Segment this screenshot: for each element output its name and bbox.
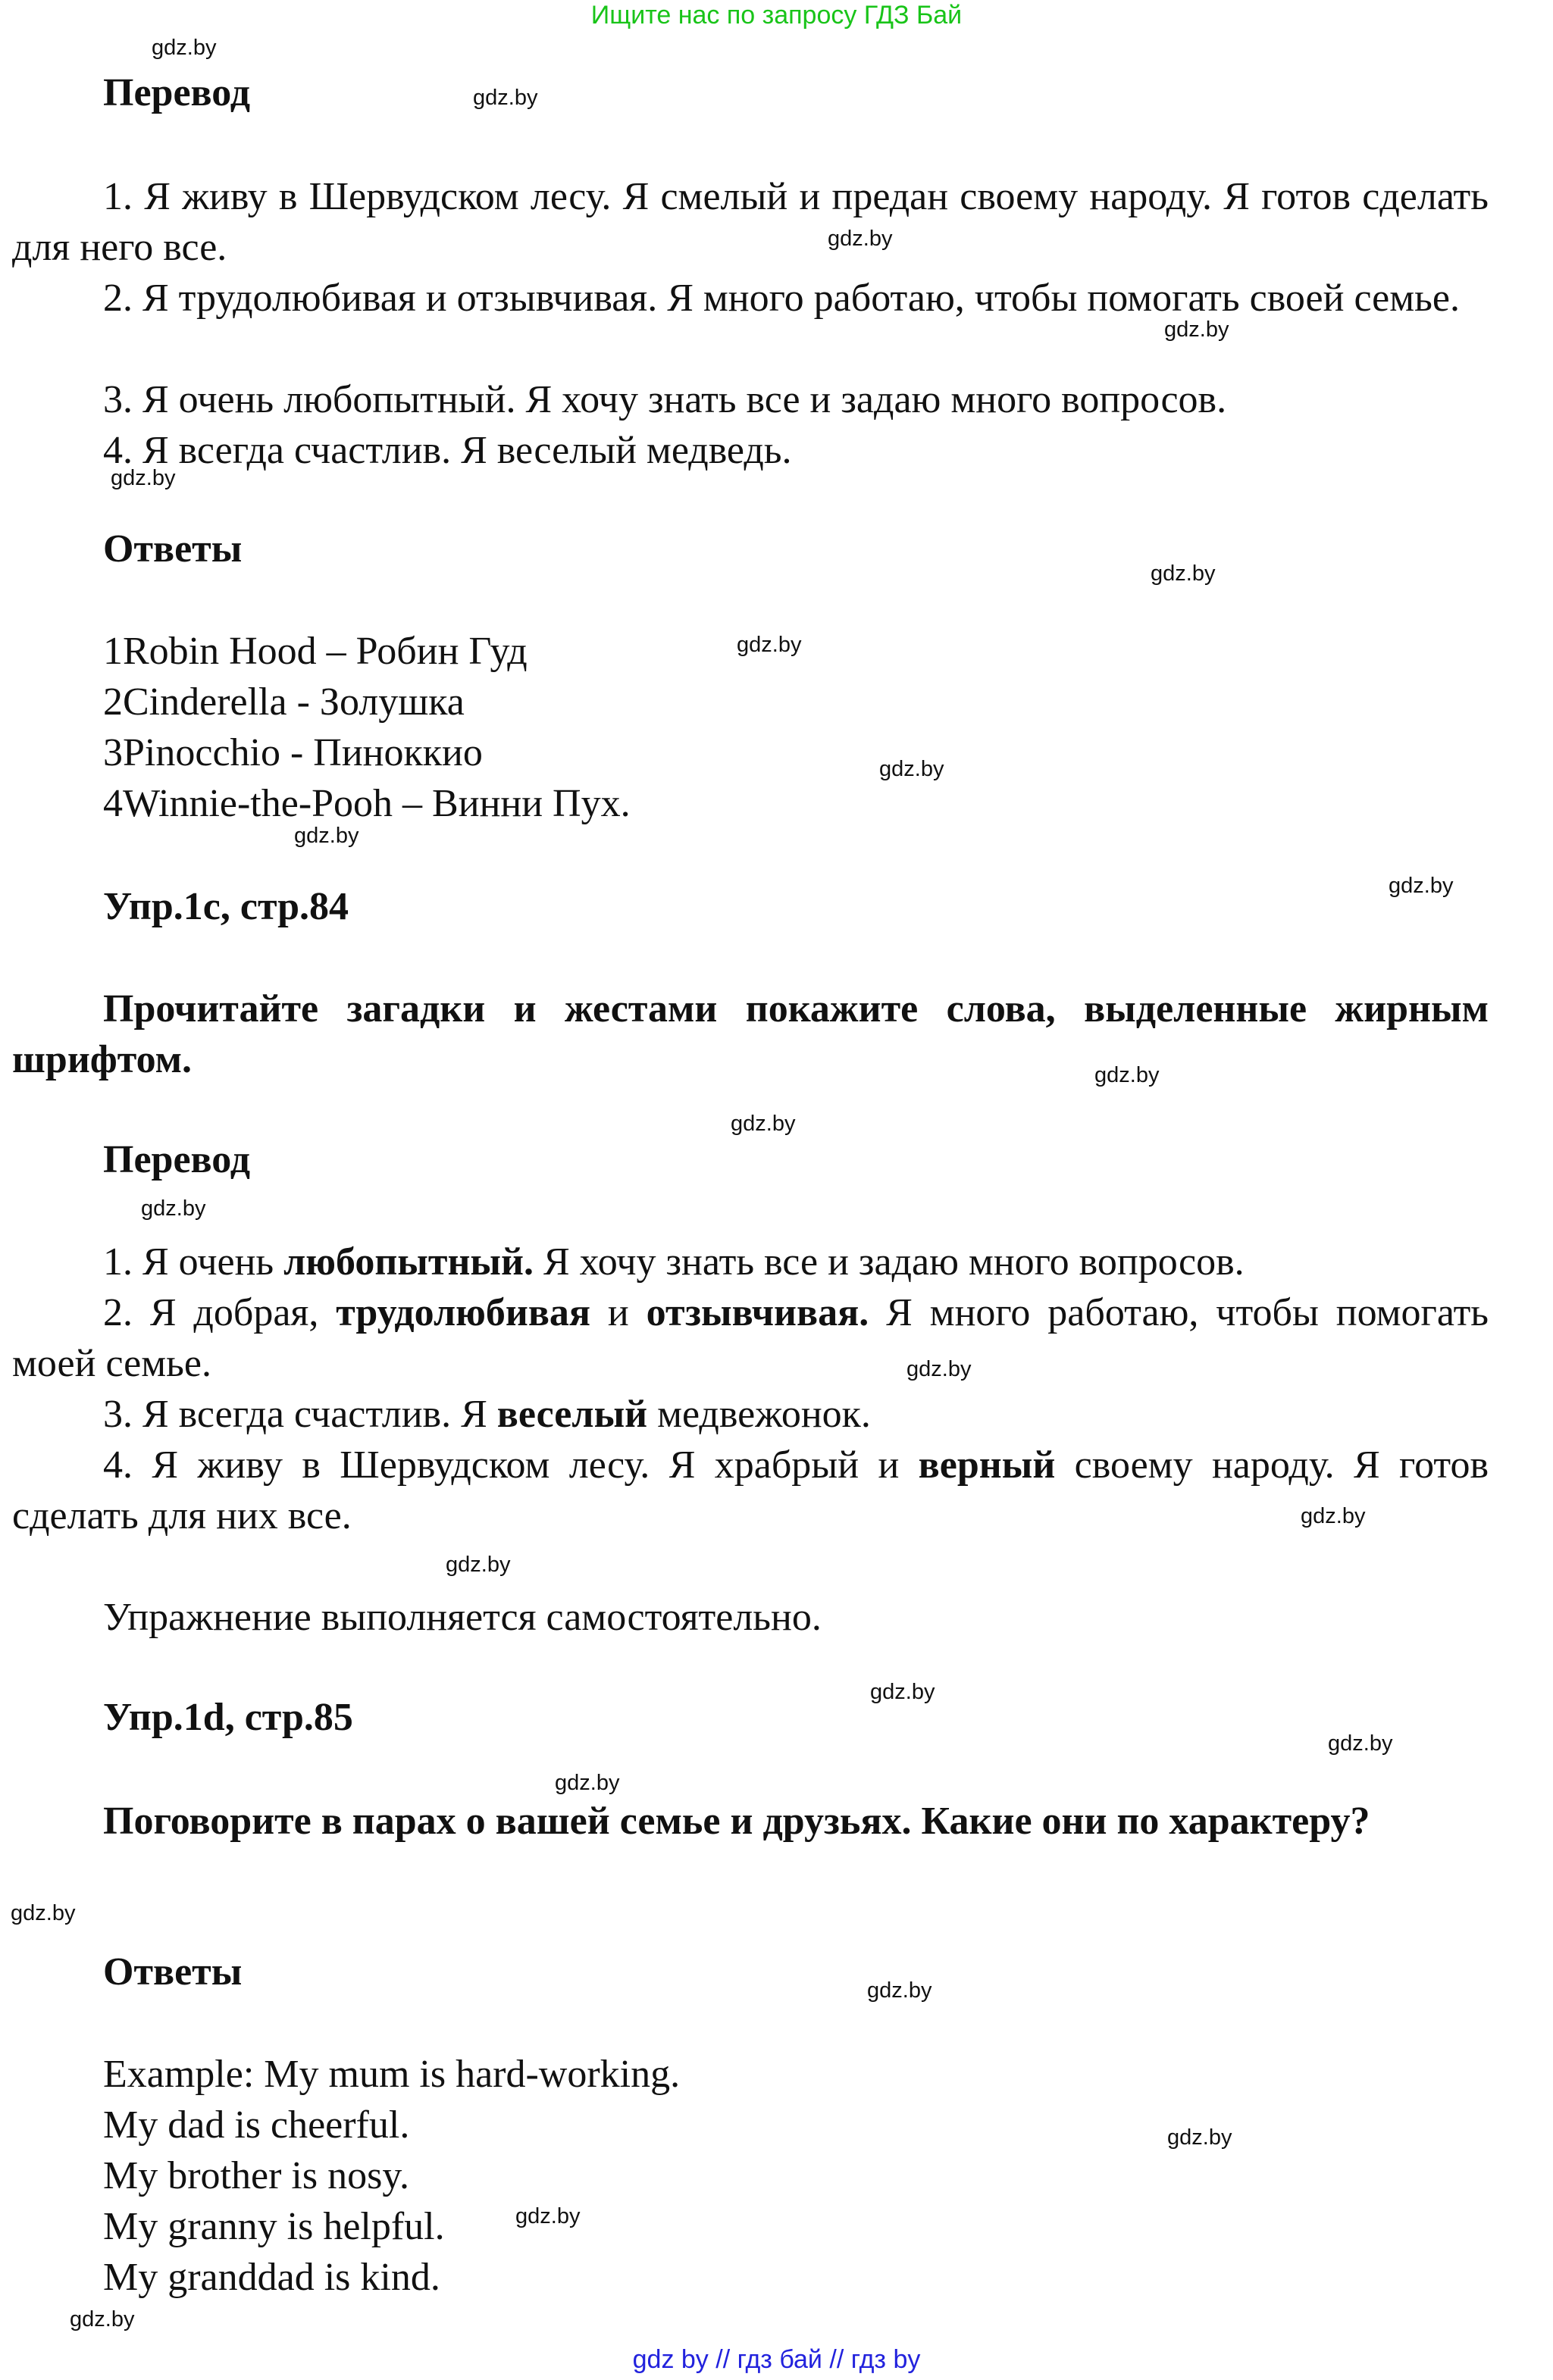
watermark: gdz.by [737, 633, 802, 657]
bold-word: любопытный. [283, 1240, 534, 1284]
translation-item: 1. Я живу в Шервудском лесу. Я смелый и предан своему народу. Я готов сделать для него все. [12, 175, 1489, 269]
watermark: gdz.by [515, 2204, 581, 2228]
watermark: gdz.by [1301, 1504, 1366, 1528]
watermark: gdz.by [473, 86, 538, 110]
exercise-task: Прочитайте загадки и жестами покажите слова, выделенные жирным шрифтом. [12, 987, 1489, 1081]
item-text: Я много работаю, чтобы помогать моей семье. [12, 1291, 1489, 1385]
watermark: gdz.by [446, 1553, 511, 1577]
answer-item: 4Winnie-the-Pooh – Винни Пух. [103, 782, 631, 825]
item-text: медвежонок. [647, 1393, 871, 1436]
answer-item: 1Robin Hood – Робин Гуд [103, 630, 528, 673]
translation-heading: Перевод [103, 1138, 251, 1181]
watermark: gdz.by [1389, 874, 1454, 898]
footer-link[interactable]: gdz by // гдз бай // гдз by [632, 2345, 921, 2374]
item-text: Я хочу знать все и задаю много вопросов. [533, 1240, 1245, 1284]
bold-word: веселый [496, 1393, 648, 1436]
watermark: gdz.by [152, 36, 217, 60]
item-text: и [590, 1291, 647, 1334]
watermark: gdz.by [1328, 1731, 1393, 1756]
watermark: gdz.by [70, 2307, 135, 2332]
answer-item: 2Cinderella - Золушка [103, 680, 465, 724]
exercise-title: Упр.1с, стр.84 [103, 885, 349, 928]
translation-item [103, 1237, 1245, 1287]
answer-item: Example: My mum is hard-working. [103, 2053, 681, 2096]
watermark: gdz.by [555, 1771, 620, 1795]
watermark: gdz.by [1164, 317, 1229, 342]
translation-item: 3. Я очень любопытный. Я хочу знать все и задаю много вопросов. [103, 378, 1227, 421]
item-text: 4. Я живу в Шервудском лесу. Я храбрый и [103, 1443, 919, 1487]
watermark: gdz.by [11, 1901, 76, 1925]
watermark: gdz.by [294, 824, 359, 848]
answers-heading: Ответы [103, 1950, 243, 1994]
bold-word: верный [918, 1443, 1056, 1487]
watermark: gdz.by [1167, 2125, 1232, 2150]
watermark: gdz.by [1094, 1063, 1160, 1087]
translation-item [103, 1389, 871, 1440]
exercise-task: Поговорите в парах о вашей семье и друзьях. Какие они по характеру? [103, 1800, 1370, 1843]
bold-word: трудолюбивая [336, 1291, 591, 1334]
watermark: gdz.by [906, 1357, 972, 1381]
translation-item: 4. Я всегда счастлив. Я веселый медведь. [103, 429, 792, 472]
exercise-title: Упр.1d, стр.85 [103, 1696, 353, 1739]
search-hint-link[interactable]: Ищите нас по запросу ГДЗ Бай [590, 1, 963, 30]
translation-item [12, 1440, 1489, 1541]
watermark: gdz.by [867, 1978, 932, 2003]
translation-item [12, 1287, 1489, 1389]
answers-heading: Ответы [103, 527, 243, 571]
exercise-note: Упражнение выполняется самостоятельно. [103, 1596, 822, 1639]
translation-heading: Перевод [103, 71, 251, 114]
item-text: 1. Я очень [103, 1240, 284, 1284]
watermark: gdz.by [141, 1196, 206, 1221]
item-text: своему народу. Я готов сделать для них все. [12, 1443, 1489, 1537]
item-text: 2. Я добрая, [103, 1291, 337, 1334]
watermark: gdz.by [731, 1112, 796, 1136]
watermark: gdz.by [828, 227, 893, 251]
watermark: gdz.by [111, 466, 176, 490]
answer-item: My granny is helpful. [103, 2205, 445, 2248]
watermark: gdz.by [870, 1680, 935, 1704]
watermark: gdz.by [879, 757, 944, 781]
bold-word: отзывчивая. [646, 1291, 869, 1334]
answer-item: My granddad is kind. [103, 2256, 440, 2299]
answer-item: 3Pinocchio - Пиноккио [103, 731, 483, 774]
answer-item: My dad is cheerful. [103, 2103, 410, 2147]
item-text: 3. Я всегда счастлив. Я [103, 1393, 497, 1436]
watermark: gdz.by [1151, 561, 1216, 586]
answer-item: My brother is nosy. [103, 2154, 409, 2197]
translation-item: 2. Я трудолюбивая и отзывчивая. Я много работаю, чтобы помогать своей семье. [103, 277, 1460, 320]
